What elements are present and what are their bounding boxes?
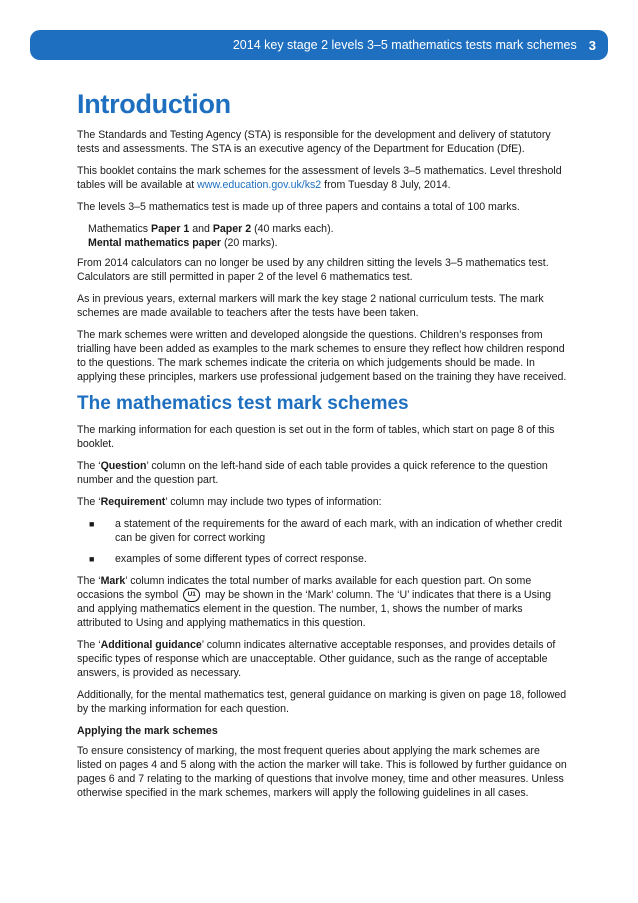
page-number: 3 (588, 37, 596, 53)
guid-term: Additional guidance (100, 639, 202, 652)
intro-paragraph-3: The levels 3–5 mathematics test is made up of three papers and contains a total of 100 marks. (77, 201, 520, 213)
mental-paper-label: Mental mathematics paper (88, 237, 222, 249)
list-item (89, 517, 567, 545)
question-post: ’ column on the left-hand side of each table provides a quick reference to the question number and the question part. (77, 460, 548, 486)
bullet-square-icon: ■ (89, 519, 95, 529)
mark-post: may be shown in the ‘Mark’ column. The ‘U’ indicates that there is a Using and applying mathematics element in the question. The number, 1, shows the number of marks attributed to Using and applying mathematics in this question. (77, 589, 552, 630)
req-post: ’ column may include two types of information: (165, 496, 382, 508)
paper-2-label: Paper 2 (212, 223, 252, 235)
schemes-paragraph-1: The marking information for each question is set out in the form of tables, which start on page 8 of this booklet. (77, 424, 555, 450)
req-term: Requirement (100, 496, 166, 508)
header-title: 2014 key stage 2 levels 3–5 mathematics tests mark schemes (232, 38, 577, 52)
guid-post: ’ column indicates alternative acceptable responses, and provides details of specific types of response which are unacceptable. Other guidance, such as the range of acceptable answers, is provided as necessary. (77, 639, 556, 680)
intro-heading: Introduction (77, 89, 231, 119)
u1-symbol-icon: U1 (183, 588, 200, 602)
intro-p2-text-end: from Tuesday 8 July, 2014. (321, 179, 451, 191)
main-content (77, 88, 567, 808)
intro-paragraph-4: From 2014 calculators can no longer be used by any children sitting the levels 3–5 mathematics test. Calculators are still permitted in paper 2 of the level 6 mathematics test. (77, 257, 549, 283)
mark-column-paragraph (77, 574, 567, 630)
guidance-column-paragraph (77, 638, 567, 680)
req-pre: The ‘ (77, 496, 101, 508)
mark-mid: ’ column indicates the total number of marks available for each question part. On some occasions the symbol (77, 575, 532, 601)
bullet-text: examples of some different types of correct response. (115, 553, 367, 565)
question-pre: The ‘ (77, 460, 101, 472)
intro-paragraph-5: As in previous years, external markers will mark the key stage 2 national curriculum tests. The mark schemes are made available to teachers after the tests have been taken. (77, 293, 544, 319)
question-column-paragraph (77, 459, 567, 487)
applying-heading: Applying the mark schemes (77, 725, 218, 738)
intro-p2-text: This booklet contains the mark schemes for the assessment of levels 3–5 mathematics. Level threshold tables will be available at (77, 165, 562, 191)
schemes-heading: The mathematics test mark schemes (77, 393, 409, 414)
paper-line-suffix: (40 marks each). (251, 223, 334, 235)
bullet-square-icon: ■ (89, 554, 95, 564)
applying-paragraph: To ensure consistency of marking, the most frequent queries about applying the mark schemes are listed on pages 4 and 5 along with the action the marker will take. This is followed by further guidance on pages 6 and 7 relating to the marking of questions that involve money, time and other measures. Unless otherwise specified in the mark schemes, markers will apply the following guidelines in all cases. (77, 745, 567, 800)
paper-1-label: Paper 1 (151, 223, 190, 235)
requirement-column-paragraph (77, 495, 567, 509)
guid-pre: The ‘ (77, 639, 101, 652)
mental-paper-suffix: (20 marks). (221, 237, 278, 249)
header-bar (30, 30, 608, 60)
mark-term: Mark (100, 575, 126, 587)
question-term: Question (100, 460, 147, 472)
paper-line-prefix: Mathematics (88, 223, 151, 235)
intro-paragraph-2 (77, 164, 567, 192)
ks2-link[interactable]: www.education.gov.uk/ks2 (197, 179, 322, 191)
mark-pre: The ‘ (77, 575, 101, 587)
mental-guidance-paragraph: Additionally, for the mental mathematics test, general guidance on marking is given on page 18, followed by the marking information for each question. (77, 689, 567, 716)
intro-paragraph-6: The mark schemes were written and developed alongside the questions. Children’s responses from trialling have been added as examples to the mark schemes to ensure they reflect how children respond to the questions. The mark schemes indicate the criteria on which judgements should be made. In applying these principles, markers use professional judgement based on the training they have received. (77, 329, 567, 383)
intro-paragraph-1: The Standards and Testing Agency (STA) is responsible for the development and delivery of statutory tests and assessments. The STA is an executive agency of the Department for Education (DfE). (77, 129, 551, 155)
papers-list (88, 222, 567, 250)
list-item (89, 552, 567, 566)
bullet-text: a statement of the requirements for the award of each mark, with an indication of whether credit can be given for correct working (115, 518, 562, 544)
paper-and: and (189, 223, 213, 235)
